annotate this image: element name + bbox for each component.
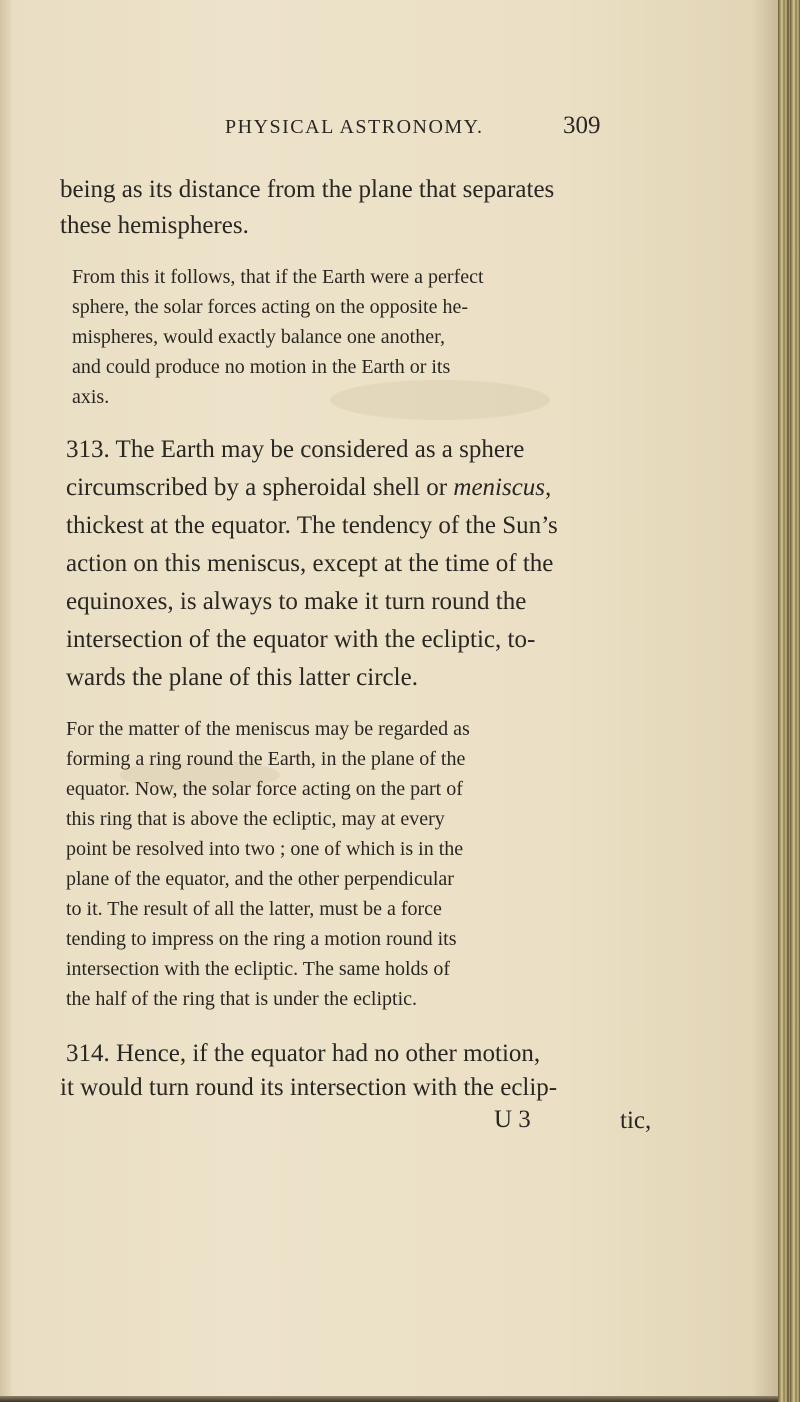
running-head: PHYSICAL ASTRONOMY. (225, 116, 484, 138)
text-line: it would turn round its intersection with the eclip- (60, 1074, 558, 1101)
text-line: equinoxes, is always to make it turn round the (66, 588, 527, 615)
text-line: being as its distance from the plane that separates (60, 176, 555, 203)
gutter-shadow (752, 0, 778, 1402)
text-line: intersection of the equator with the ecliptic, to- (66, 626, 536, 653)
text-line: wards the plane of this latter circle. (66, 664, 418, 691)
signature-mark: U 3 (494, 1106, 531, 1133)
page-bottom-edge (0, 1396, 778, 1402)
text-line: thickest at the equator. The tendency of the Sun’s (66, 512, 558, 539)
text-line: tending to impress on the ring a motion round its (66, 928, 457, 950)
text-line: and could produce no motion in the Earth or its (72, 356, 451, 378)
catchword: tic, (620, 1107, 652, 1134)
text-line: axis. (72, 386, 110, 408)
text-line: sphere, the solar forces acting on the opposite he- (72, 296, 468, 318)
text-line: point be resolved into two ; one of which is in the (66, 838, 464, 860)
italic-term: meniscus, (453, 474, 552, 501)
text-line: equator. Now, the solar force acting on the part of (66, 778, 463, 800)
text-line: the half of the ring that is under the ecliptic. (66, 988, 417, 1010)
text-line: to it. The result of all the latter, must be a force (66, 898, 442, 920)
text-line: forming a ring round the Earth, in the plane of the (66, 748, 466, 770)
page-left-edge (0, 0, 12, 1402)
paper-stain (330, 380, 550, 420)
text-line: this ring that is above the ecliptic, may at every (66, 808, 445, 830)
page-number: 309 (563, 112, 601, 139)
text-line: these hemispheres. (60, 212, 249, 239)
book-binding (778, 0, 800, 1402)
text-line: mispheres, would exactly balance one another, (72, 326, 445, 348)
text-line: 313. The Earth may be considered as a sphere (66, 436, 525, 463)
text-line: 314. Hence, if the equator had no other motion, (66, 1040, 541, 1067)
text-line: plane of the equator, and the other perpendicular (66, 868, 454, 890)
text-line: circumscribed by a spheroidal shell or meniscus, (66, 474, 552, 501)
text-line: action on this meniscus, except at the time of the (66, 550, 554, 577)
text-line: From this it follows, that if the Earth were a perfect (72, 266, 484, 288)
text-line: For the matter of the meniscus may be regarded as (66, 718, 470, 740)
text-line: intersection with the ecliptic. The same holds of (66, 958, 450, 980)
